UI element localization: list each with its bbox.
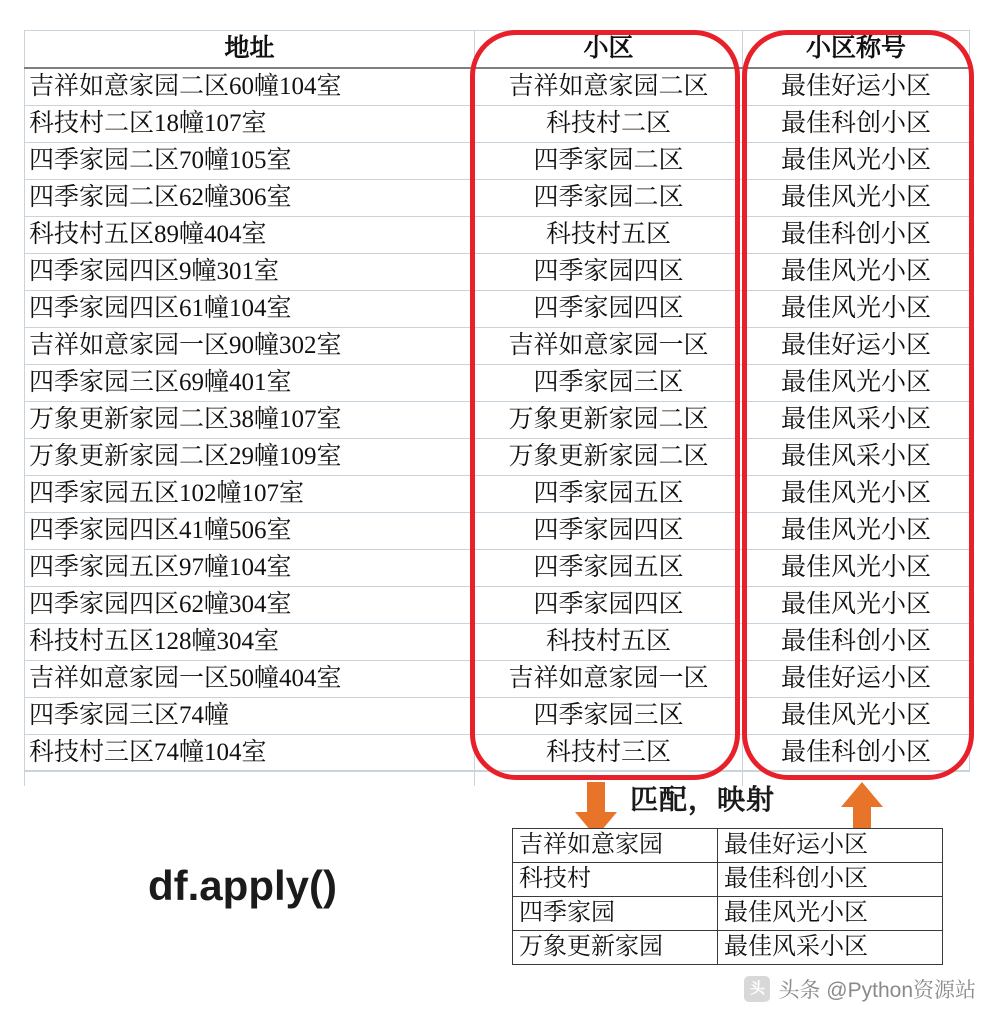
cell-community-title: 最佳风光小区 <box>743 291 970 328</box>
cell-address: 吉祥如意家园一区50幢404室 <box>25 661 475 698</box>
lookup-row <box>513 931 943 965</box>
lookup-cell-key: 万象更新家园 <box>513 931 718 965</box>
cell-address: 科技村三区74幢104室 <box>25 735 475 772</box>
table-row <box>25 328 970 365</box>
column-header-community: 小区 <box>475 31 743 69</box>
cell-community-title: 最佳风光小区 <box>743 254 970 291</box>
cell-community: 科技村三区 <box>475 735 743 772</box>
cell-community: 科技村二区 <box>475 106 743 143</box>
cell-address: 四季家园五区102幢107室 <box>25 476 475 513</box>
cell-community: 四季家园四区 <box>475 291 743 328</box>
cell-community: 四季家园五区 <box>475 476 743 513</box>
table-row <box>25 254 970 291</box>
lookup-cell-value: 最佳风光小区 <box>718 897 943 931</box>
table-row <box>25 661 970 698</box>
cell-community: 科技村五区 <box>475 624 743 661</box>
cell-community-title: 最佳好运小区 <box>743 328 970 365</box>
table-row <box>25 402 970 439</box>
lookup-row <box>513 829 943 863</box>
cell-community: 四季家园二区 <box>475 143 743 180</box>
cell-community-title: 最佳风光小区 <box>743 587 970 624</box>
cell-community: 四季家园五区 <box>475 550 743 587</box>
cell-address-partial <box>25 771 475 787</box>
column-header-address: 地址 <box>25 31 475 69</box>
cell-community-title: 最佳风光小区 <box>743 698 970 735</box>
cell-community: 万象更新家园二区 <box>475 439 743 476</box>
cell-community-title: 最佳科创小区 <box>743 217 970 254</box>
table-row <box>25 513 970 550</box>
cell-address: 四季家园三区74幢 <box>25 698 475 735</box>
table-row <box>25 180 970 217</box>
cell-address: 吉祥如意家园一区90幢302室 <box>25 328 475 365</box>
table-row <box>25 624 970 661</box>
cell-community-title: 最佳科创小区 <box>743 106 970 143</box>
cell-address: 四季家园四区62幢304室 <box>25 587 475 624</box>
cell-address: 四季家园四区61幢104室 <box>25 291 475 328</box>
cell-community-title: 最佳好运小区 <box>743 661 970 698</box>
table-row <box>25 698 970 735</box>
cell-community: 吉祥如意家园二区 <box>475 68 743 106</box>
watermark <box>744 974 976 1004</box>
cell-community-title: 最佳好运小区 <box>743 68 970 106</box>
cell-community-title: 最佳科创小区 <box>743 735 970 772</box>
table-row <box>25 476 970 513</box>
cell-community-title: 最佳风光小区 <box>743 365 970 402</box>
watermark-text: 头条 @Python资源站 <box>778 979 976 1002</box>
lookup-table <box>512 828 943 965</box>
watermark-logo-icon: 头 <box>744 976 770 1002</box>
apply-function-label: df.apply() <box>148 862 337 909</box>
table-row <box>25 365 970 402</box>
lookup-cell-value: 最佳好运小区 <box>718 829 943 863</box>
table-row <box>25 217 970 254</box>
cell-community: 吉祥如意家园一区 <box>475 661 743 698</box>
cell-community: 四季家园二区 <box>475 180 743 217</box>
cell-community-title: 最佳风光小区 <box>743 143 970 180</box>
lookup-cell-key: 四季家园 <box>513 897 718 931</box>
table-row <box>25 735 970 772</box>
cell-community: 四季家园四区 <box>475 254 743 291</box>
cell-community-title: 最佳风光小区 <box>743 476 970 513</box>
lookup-row <box>513 863 943 897</box>
lookup-mapping-table <box>512 828 942 965</box>
cell-address: 四季家园二区62幢306室 <box>25 180 475 217</box>
cell-community: 四季家园四区 <box>475 587 743 624</box>
cell-address: 四季家园三区69幢401室 <box>25 365 475 402</box>
cell-community: 科技村五区 <box>475 217 743 254</box>
cell-community: 四季家园三区 <box>475 698 743 735</box>
lookup-cell-key: 吉祥如意家园 <box>513 829 718 863</box>
cell-community-title: 最佳风光小区 <box>743 180 970 217</box>
cell-community-title: 最佳风光小区 <box>743 550 970 587</box>
cell-community-title: 最佳风采小区 <box>743 439 970 476</box>
address-table <box>24 30 970 772</box>
cell-address: 科技村五区89幢404室 <box>25 217 475 254</box>
lookup-row <box>513 897 943 931</box>
table-row <box>25 68 970 106</box>
cell-community: 四季家园四区 <box>475 513 743 550</box>
lookup-cell-value: 最佳科创小区 <box>718 863 943 897</box>
table-row <box>25 291 970 328</box>
cell-address: 四季家园二区70幢105室 <box>25 143 475 180</box>
cell-community-title: 最佳风采小区 <box>743 402 970 439</box>
column-header-community-title: 小区称号 <box>743 31 970 69</box>
table-header-row <box>25 31 970 69</box>
lookup-cell-key: 科技村 <box>513 863 718 897</box>
cell-address: 四季家园四区9幢301室 <box>25 254 475 291</box>
cell-address: 科技村五区128幢304室 <box>25 624 475 661</box>
cell-community-title: 最佳风光小区 <box>743 513 970 550</box>
table-row-partial <box>24 770 969 786</box>
table-row <box>25 439 970 476</box>
table-row <box>25 587 970 624</box>
table-row <box>25 550 970 587</box>
cell-community-title: 最佳科创小区 <box>743 624 970 661</box>
cell-address: 吉祥如意家园二区60幢104室 <box>25 68 475 106</box>
cell-community: 吉祥如意家园一区 <box>475 328 743 365</box>
table-row <box>25 106 970 143</box>
table-row <box>25 143 970 180</box>
cell-community: 万象更新家园二区 <box>475 402 743 439</box>
cell-address: 四季家园五区97幢104室 <box>25 550 475 587</box>
cell-address: 四季家园四区41幢506室 <box>25 513 475 550</box>
lookup-cell-value: 最佳风采小区 <box>718 931 943 965</box>
cell-address: 科技村二区18幢107室 <box>25 106 475 143</box>
cell-address: 万象更新家园二区29幢109室 <box>25 439 475 476</box>
mapping-annotation-label: 匹配，映射 <box>630 785 776 816</box>
cell-address: 万象更新家园二区38幢107室 <box>25 402 475 439</box>
cell-community: 四季家园三区 <box>475 365 743 402</box>
spreadsheet-table <box>24 30 969 772</box>
